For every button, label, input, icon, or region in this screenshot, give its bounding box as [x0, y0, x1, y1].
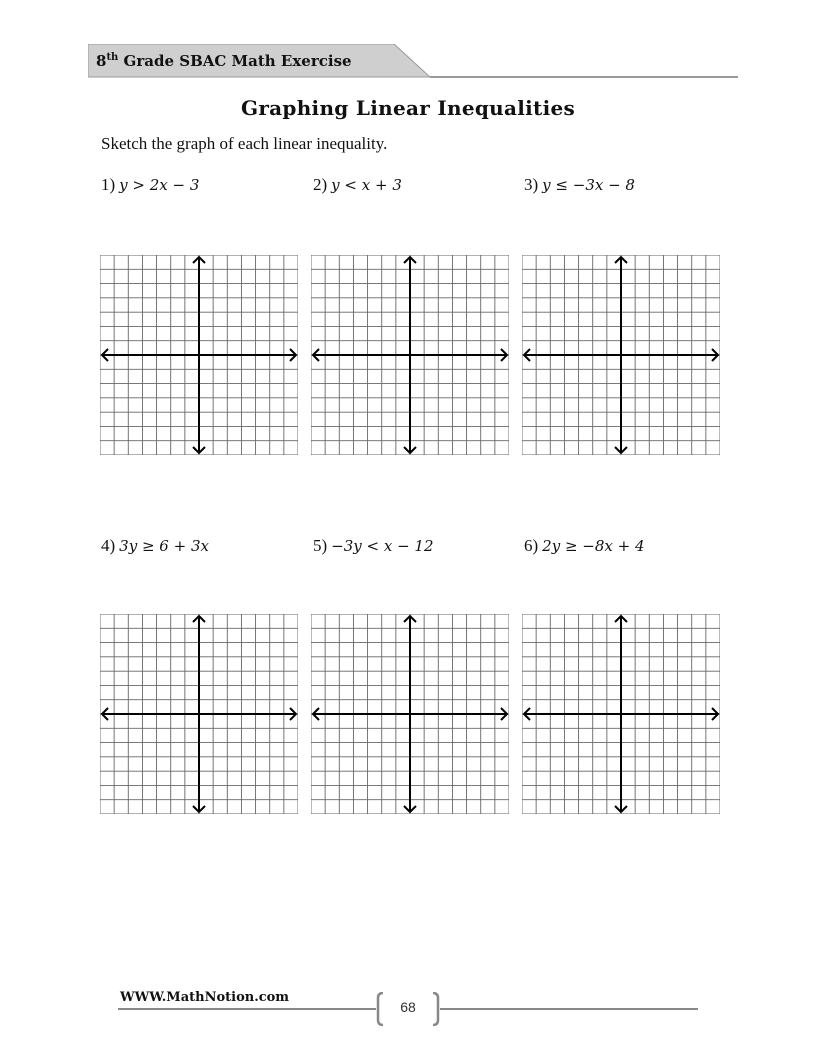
left-bracket-icon: [376, 992, 384, 1026]
problem-expression: y ≤ −3x − 8: [542, 176, 635, 194]
problem-number: 6): [524, 536, 539, 555]
coordinate-grid-2[interactable]: [311, 255, 509, 455]
problem-number: 5): [313, 536, 328, 555]
problem-3: [524, 175, 635, 195]
page-number: 68: [400, 999, 416, 1015]
problem-expression: 2y ≥ −8x + 4: [542, 537, 645, 555]
coordinate-grid-3[interactable]: [522, 255, 720, 455]
coordinate-grid-4[interactable]: [100, 614, 298, 814]
footer-divider-right: [440, 1008, 698, 1010]
problem-expression: 3y ≥ 6 + 3x: [119, 537, 209, 555]
problem-2: [313, 175, 402, 195]
footer-divider-left: [118, 1008, 376, 1010]
problem-number: 4): [101, 536, 116, 555]
problem-expression: y < x + 3: [331, 176, 402, 194]
header-title: 8th Grade SBAC Math Exercise: [96, 52, 352, 70]
problem-5: [313, 536, 434, 556]
right-bracket-icon: [432, 992, 440, 1026]
coordinate-grid-5[interactable]: [311, 614, 509, 814]
coordinate-grid-6[interactable]: [522, 614, 720, 814]
problem-6: [524, 536, 645, 556]
problem-4: [101, 536, 209, 556]
problem-expression: −3y < x − 12: [331, 537, 434, 555]
instructions: Sketch the graph of each linear inequality.: [101, 134, 388, 153]
page-title: Graphing Linear Inequalities: [240, 96, 576, 120]
problem-number: 2): [313, 175, 328, 194]
problem-expression: y > 2x − 3: [119, 176, 200, 194]
problem-1: [101, 175, 199, 195]
coordinate-grid-1[interactable]: [100, 255, 298, 455]
problem-number: 1): [101, 175, 116, 194]
footer-website: WWW.MathNotion.com: [120, 990, 290, 1005]
problem-number: 3): [524, 175, 539, 194]
